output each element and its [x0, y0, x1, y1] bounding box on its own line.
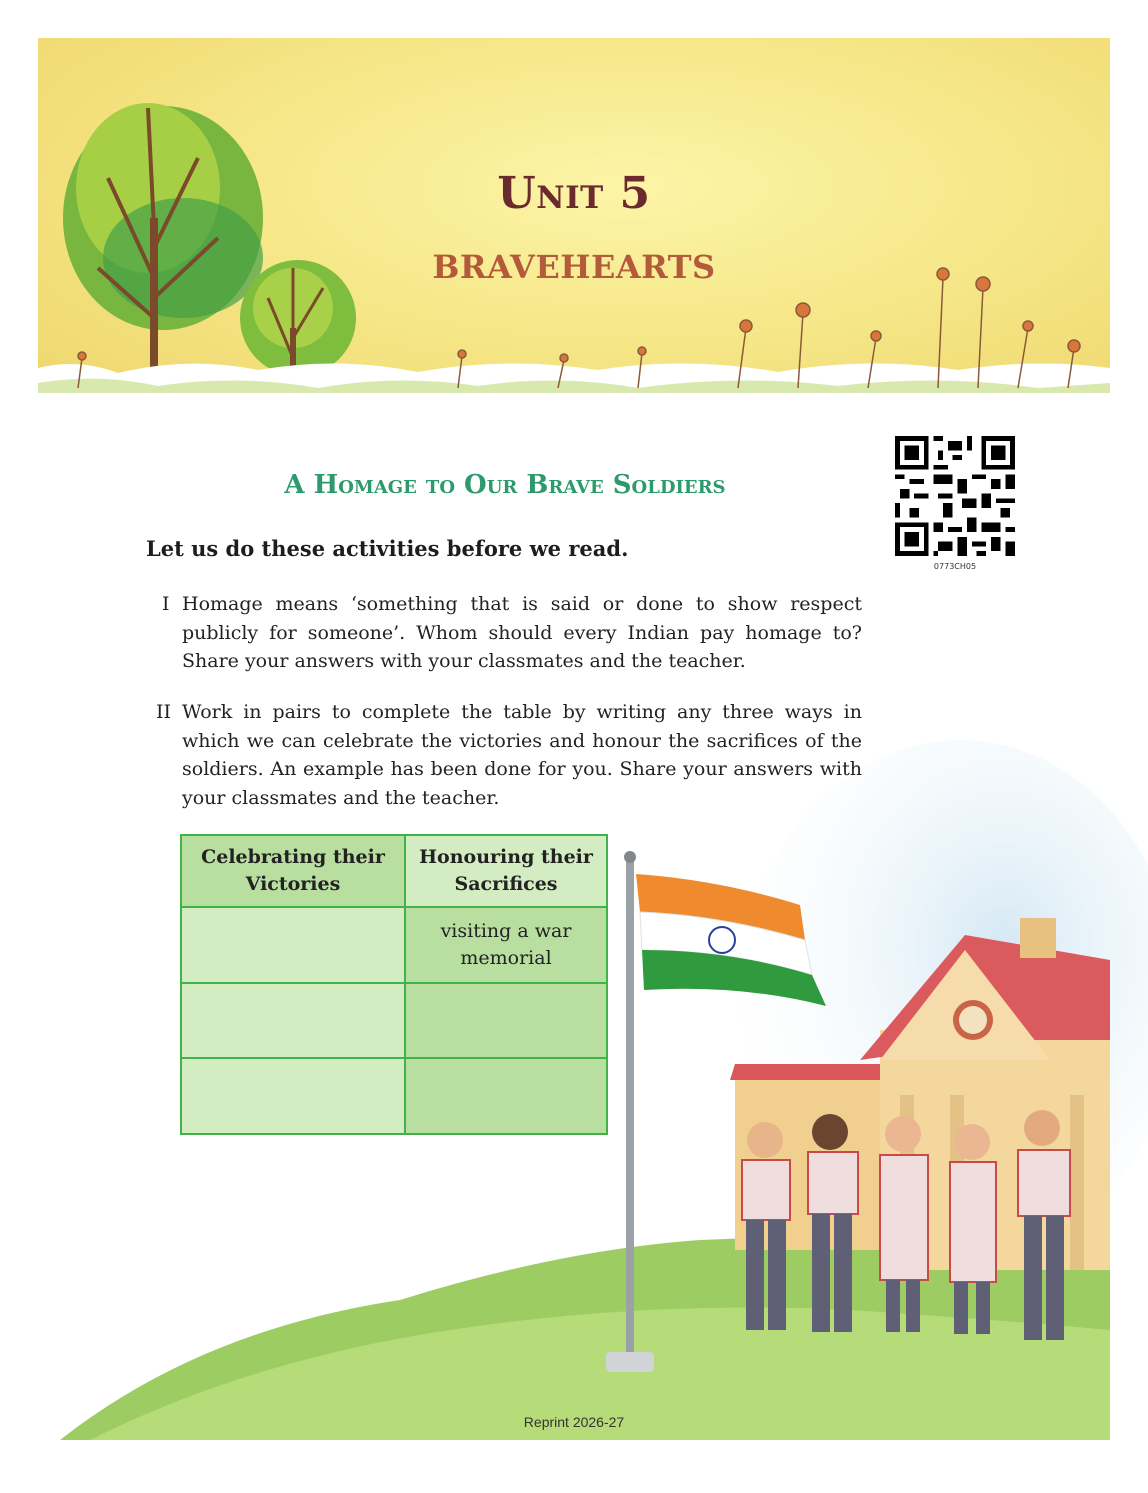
table-header-row: [181, 835, 607, 907]
activity-item-text: Work in pairs to complete the table by writing any three ways in which we can celebrate the victories and honour the sacrifices of the soldiers. An example has been done for you. Share your answers with your classmates and the teacher.: [182, 701, 862, 809]
table-header-cell: Honouring their Sacrifices: [405, 835, 607, 907]
item-number: II: [156, 701, 172, 723]
table-row: [181, 907, 607, 983]
activity-item-text: Homage means ‘something that is said or done to show respect publicly for someone’. Whom should every Indian pay homage to? Share your answers with your classmates and the teacher.: [182, 593, 862, 672]
table-row: [181, 1058, 607, 1134]
qr-code-label: 0773CH05: [933, 562, 977, 571]
table-cell[interactable]: [405, 983, 607, 1059]
table-cell[interactable]: [181, 1058, 405, 1134]
table-row: [181, 983, 607, 1059]
table-cell[interactable]: [405, 1058, 607, 1134]
item-number: I: [162, 593, 170, 615]
table-header-cell: Celebrating their Victories: [181, 835, 405, 907]
activities-heading: Let us do these activities before we read.: [146, 536, 629, 561]
table-cell[interactable]: [181, 983, 405, 1059]
activity-table: [180, 834, 608, 1135]
table-cell[interactable]: [181, 907, 405, 983]
reprint-footer: Reprint 2026-27: [523, 1414, 625, 1430]
section-title: A Homage to Our Brave Soldiers: [284, 470, 726, 500]
table-cell: visiting a war memorial: [405, 907, 607, 983]
unit-title: Unit 5: [497, 168, 651, 219]
unit-subtitle: BRAVEHEARTS: [432, 248, 716, 286]
